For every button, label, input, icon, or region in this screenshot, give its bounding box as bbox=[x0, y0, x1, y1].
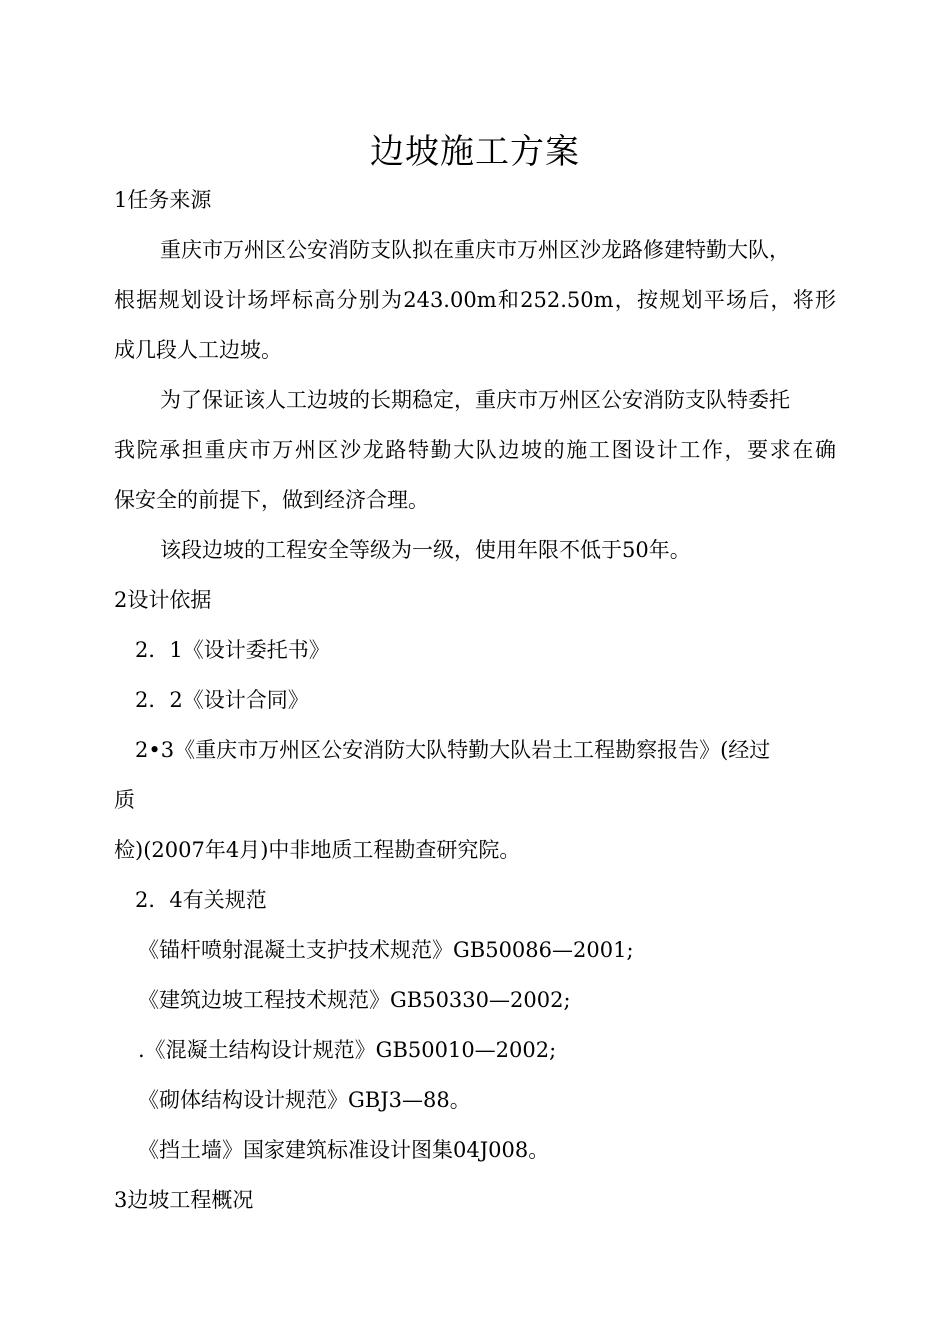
paragraph-1-line-3: 成几段人工边坡。 bbox=[114, 338, 282, 362]
spec-item: .《混凝土结构设计规范》GB50010—2002; bbox=[138, 1038, 557, 1062]
paragraph-1-line-2: 根据规划设计场坪标高分别为243.00m和252.50m，按规划平场后，将形 bbox=[114, 288, 836, 312]
section-2-heading: 2设计依据 bbox=[114, 588, 212, 612]
list-item-2-3-line-3: 检)(2007年4月)中非地质工程勘查研究院。 bbox=[114, 838, 521, 862]
spec-item: 《砌体结构设计规范》GBJ3—88。 bbox=[138, 1088, 471, 1112]
paragraph-1-line-1: 重庆市万州区公安消防支队拟在重庆市万州区沙龙路修建特勤大队， bbox=[160, 238, 790, 262]
spec-item: 《建筑边坡工程技术规范》GB50330—2002; bbox=[138, 988, 571, 1012]
section-1-heading: 1任务来源 bbox=[114, 188, 212, 212]
list-item-2-1: 2．1《设计委托书》 bbox=[135, 638, 330, 662]
list-item-2-3-line-2: 质 bbox=[114, 788, 135, 812]
paragraph-2-line-1: 为了保证该人工边坡的长期稳定，重庆市万州区公安消防支队特委托 bbox=[160, 388, 790, 412]
list-item-2-4: 2．4有关规范 bbox=[135, 888, 267, 912]
paragraph-3-line-1: 该段边坡的工程安全等级为一级，使用年限不低于50年。 bbox=[160, 538, 691, 562]
paragraph-2-line-2: 我院承担重庆市万州区沙龙路特勤大队边坡的施工图设计工作，要求在确 bbox=[114, 438, 836, 462]
document-title: 边坡施工方案 bbox=[370, 132, 580, 172]
spec-item: 《挡土墙》国家建筑标准设计图集04J008。 bbox=[138, 1138, 550, 1162]
list-item-2-2: 2．2《设计合同》 bbox=[135, 688, 309, 712]
list-item-2-3-line-1: 2•3《重庆市万州区公安消防大队特勤大队岩土工程勘察报告》(经过 bbox=[135, 738, 771, 762]
paragraph-2-line-3: 保安全的前提下，做到经济合理。 bbox=[114, 488, 429, 512]
section-3-heading: 3边坡工程概况 bbox=[114, 1188, 254, 1212]
spec-item: 《锚杆喷射混凝土支护技术规范》GB50086—2001; bbox=[138, 938, 634, 962]
